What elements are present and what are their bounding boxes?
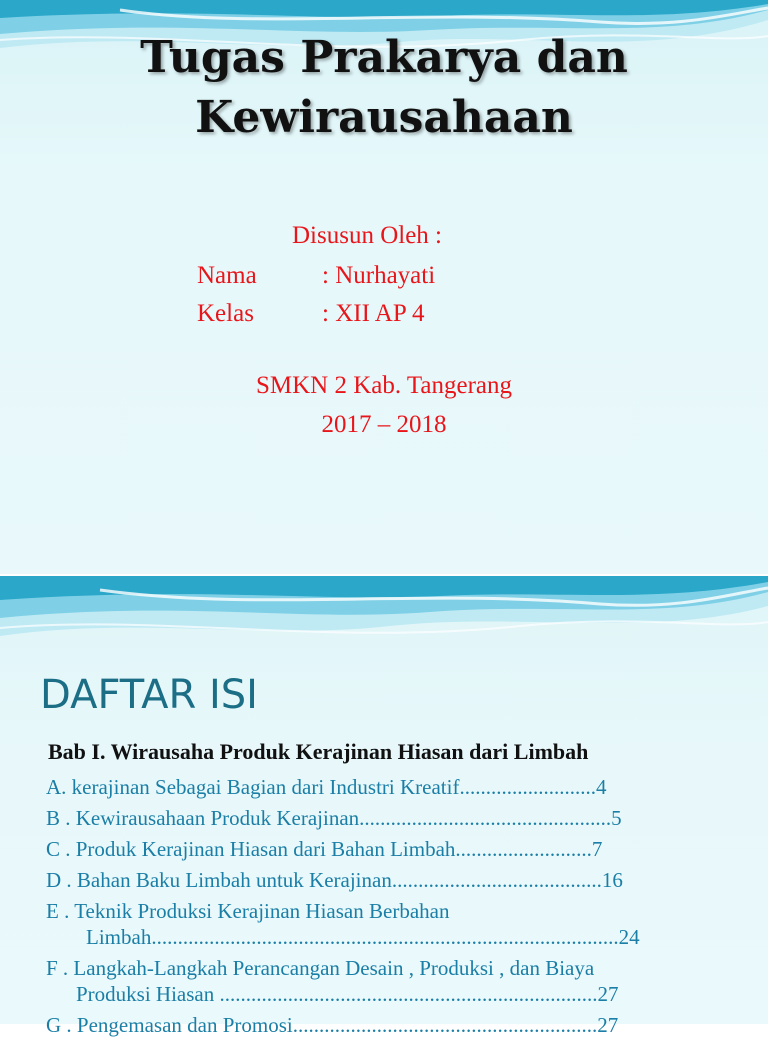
class-value: : XII AP 4 [322,300,425,327]
presentation-title [0,28,768,148]
toc-item-text: B . Kewirausahaan Produk Kerajinan................................................5 [46,806,622,830]
title-line-2: Kewirausahaan [195,92,573,143]
toc-item-f[interactable] [46,955,726,1007]
school-year: 2017 – 2018 [321,411,447,438]
toc-item-text: D . Bahan Baku Limbah untuk Kerajinan........................................16 [46,868,623,892]
toc-item-text: C . Produk Kerajinan Hiasan dari Bahan Limbah..........................7 [46,837,603,861]
toc-item-continuation: Produksi Hiasan ........................................................................27 [76,982,619,1006]
name-label: Nama [197,262,257,289]
author-heading: Disusun Oleh : [292,222,442,249]
school-name: SMKN 2 Kab. Tangerang [255,372,513,399]
toc-item-continuation: Limbah.........................................................................................24 [86,925,640,949]
toc-item-b[interactable] [46,805,726,831]
toc-item-text: E . Teknik Produksi Kerajinan Hiasan Berbahan [46,899,450,923]
toc-heading: DAFTAR ISI [40,672,258,718]
toc-list [46,774,726,1038]
toc-item-a[interactable] [46,774,726,800]
toc-item-text: G . Pengemasan dan Promosi..........................................................27 [46,1013,619,1037]
toc-item-text: F . Langkah-Langkah Perancangan Desain , Produksi , dan Biaya [46,956,595,980]
toc-item-d[interactable] [46,867,726,893]
toc-slide [0,576,768,1037]
name-value: : Nurhayati [322,262,436,289]
wave-decoration [0,576,768,666]
toc-item-text: A. kerajinan Sebagai Bagian dari Industri Kreatif..........................4 [46,775,607,799]
toc-item-c[interactable] [46,836,726,862]
title-line-1: Tugas Prakarya dan [140,32,628,83]
chapter-title: Bab I. Wirausaha Produk Kerajinan Hiasan dari Limbah [48,739,589,764]
class-label: Kelas [197,300,254,327]
toc-item-g[interactable] [46,1012,726,1038]
toc-item-e[interactable] [46,898,726,950]
